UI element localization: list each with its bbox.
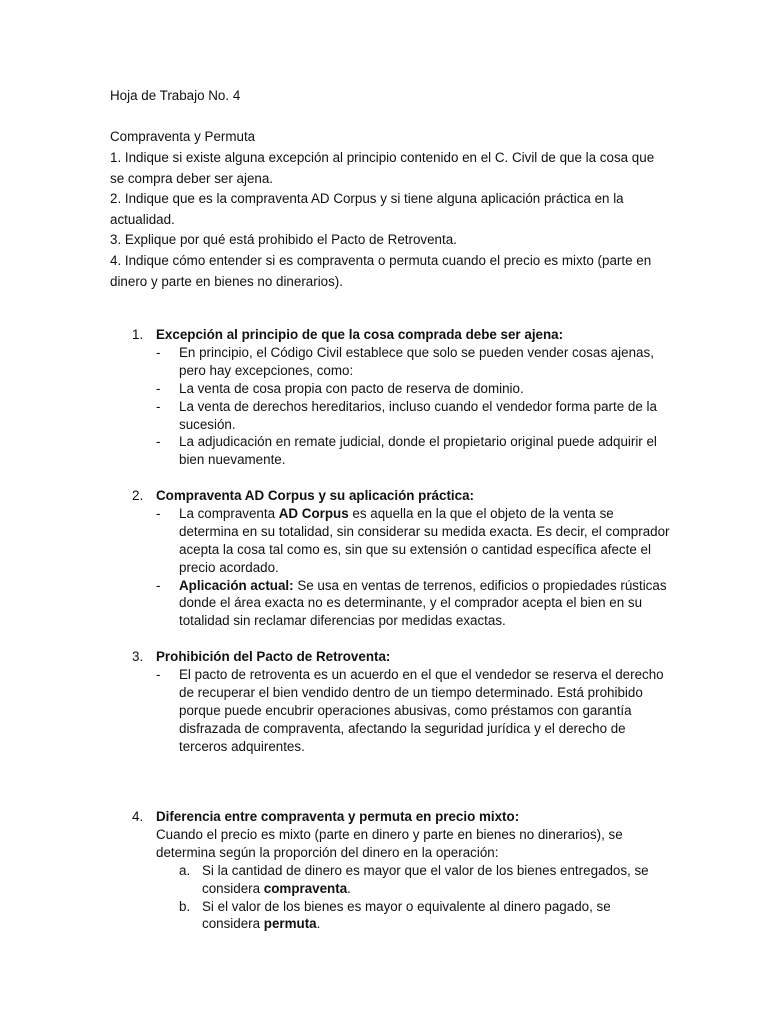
bullet-dash: - — [156, 434, 161, 450]
bullet-dash: - — [156, 398, 161, 414]
bullet-dash: - — [156, 344, 161, 360]
section-heading: 3. Prohibición del Pacto de Retroventa: — [132, 649, 391, 664]
section-number: 3. — [132, 649, 144, 664]
item-letter: b. — [179, 898, 191, 914]
bullet-dash: - — [156, 666, 161, 682]
bullet-item: - El pacto de retroventa es un acuerdo en el que el vendedor se reserva el derecho de recuperar el bien vendido dentro de un tiempo determinado. Está prohibido porque puede encubrir operaciones abusivas, como préstamos con garantía disfrazada de compraventa, afectando la seguridad jurídica y el derecho de terceros adquirentes. — [156, 666, 664, 754]
section-number: 4. — [132, 809, 144, 824]
bullet-item: - La venta de derechos hereditarios, incluso cuando el vendedor forma parte de la sucesión. — [156, 398, 657, 432]
document-title: Hoja de Trabajo No. 4 — [110, 88, 241, 103]
lettered-item: b. Si el valor de los bienes es mayor o equivalente al dinero pagado, se considera permuta. — [179, 898, 611, 932]
section-intro: Cuando el precio es mixto (parte en dinero y parte en bienes no dinerarios), se determina según la proporción del dinero en la operación: — [156, 826, 623, 860]
answer-section-3 — [110, 648, 670, 755]
bullet-item: - La compraventa AD Corpus es aquella en la que el objeto de la venta se determina en su totalidad, sin considerar su medida exacta. Es decir, el comprador acepta la cosa tal como es, sin que su extensión o cantidad específica afecte el precio acordado. — [156, 505, 670, 575]
question-item: 1. Indique si existe alguna excepción al principio contenido en el C. Civil de que la cosa que se compra deber ser ajena. — [110, 150, 655, 186]
lettered-item: a. Si la cantidad de dinero es mayor que el valor de los bienes entregados, se considera compraventa. — [179, 862, 649, 896]
section-heading: 2. Compraventa AD Corpus y su aplicación práctica: — [132, 488, 474, 503]
section-heading: 1. Excepción al principio de que la cosa comprada debe ser ajena: — [132, 327, 564, 342]
question-list — [110, 148, 670, 292]
question-item: 3. Explique por qué está prohibido el Pacto de Retroventa. — [110, 232, 457, 248]
bullet-item: - La venta de cosa propia con pacto de reserva de dominio. — [156, 380, 524, 396]
bullet-dash: - — [156, 380, 161, 396]
section-heading: 4. Diferencia entre compraventa y permuta en precio mixto: — [132, 809, 520, 824]
question-item: 4. Indique cómo entender si es compraventa o permuta cuando el precio es mixto (parte en dinero y parte en bienes no dinerarios). — [110, 252, 652, 289]
document-subtitle: Compraventa y Permuta — [110, 129, 256, 144]
bullet-item: - Aplicación actual: Se usa en ventas de terrenos, edificios o propiedades rústicas donde el área exacta no es determinante, y el comprador acepta el bien en su totalidad sin reclamar diferencias por medidas exactas. — [156, 577, 667, 629]
answer-section-4 — [110, 808, 670, 933]
bullet-item: - En principio, el Código Civil establece que solo se pueden vender cosas ajenas, pero hay excepciones, como: — [156, 344, 654, 378]
bullet-item: - La adjudicación en remate judicial, donde el propietario original puede adquirir el bien nuevamente. — [156, 434, 657, 468]
bullet-dash: - — [156, 577, 161, 593]
answer-section-1 — [110, 326, 670, 469]
section-number: 2. — [132, 488, 144, 503]
bullet-dash: - — [156, 505, 161, 521]
section-number: 1. — [132, 327, 144, 342]
answer-section-2 — [110, 487, 670, 630]
question-item: 2. Indique que es la compraventa AD Corpus y si tiene alguna aplicación práctica en la actualidad. — [110, 191, 624, 227]
item-letter: a. — [179, 862, 191, 878]
